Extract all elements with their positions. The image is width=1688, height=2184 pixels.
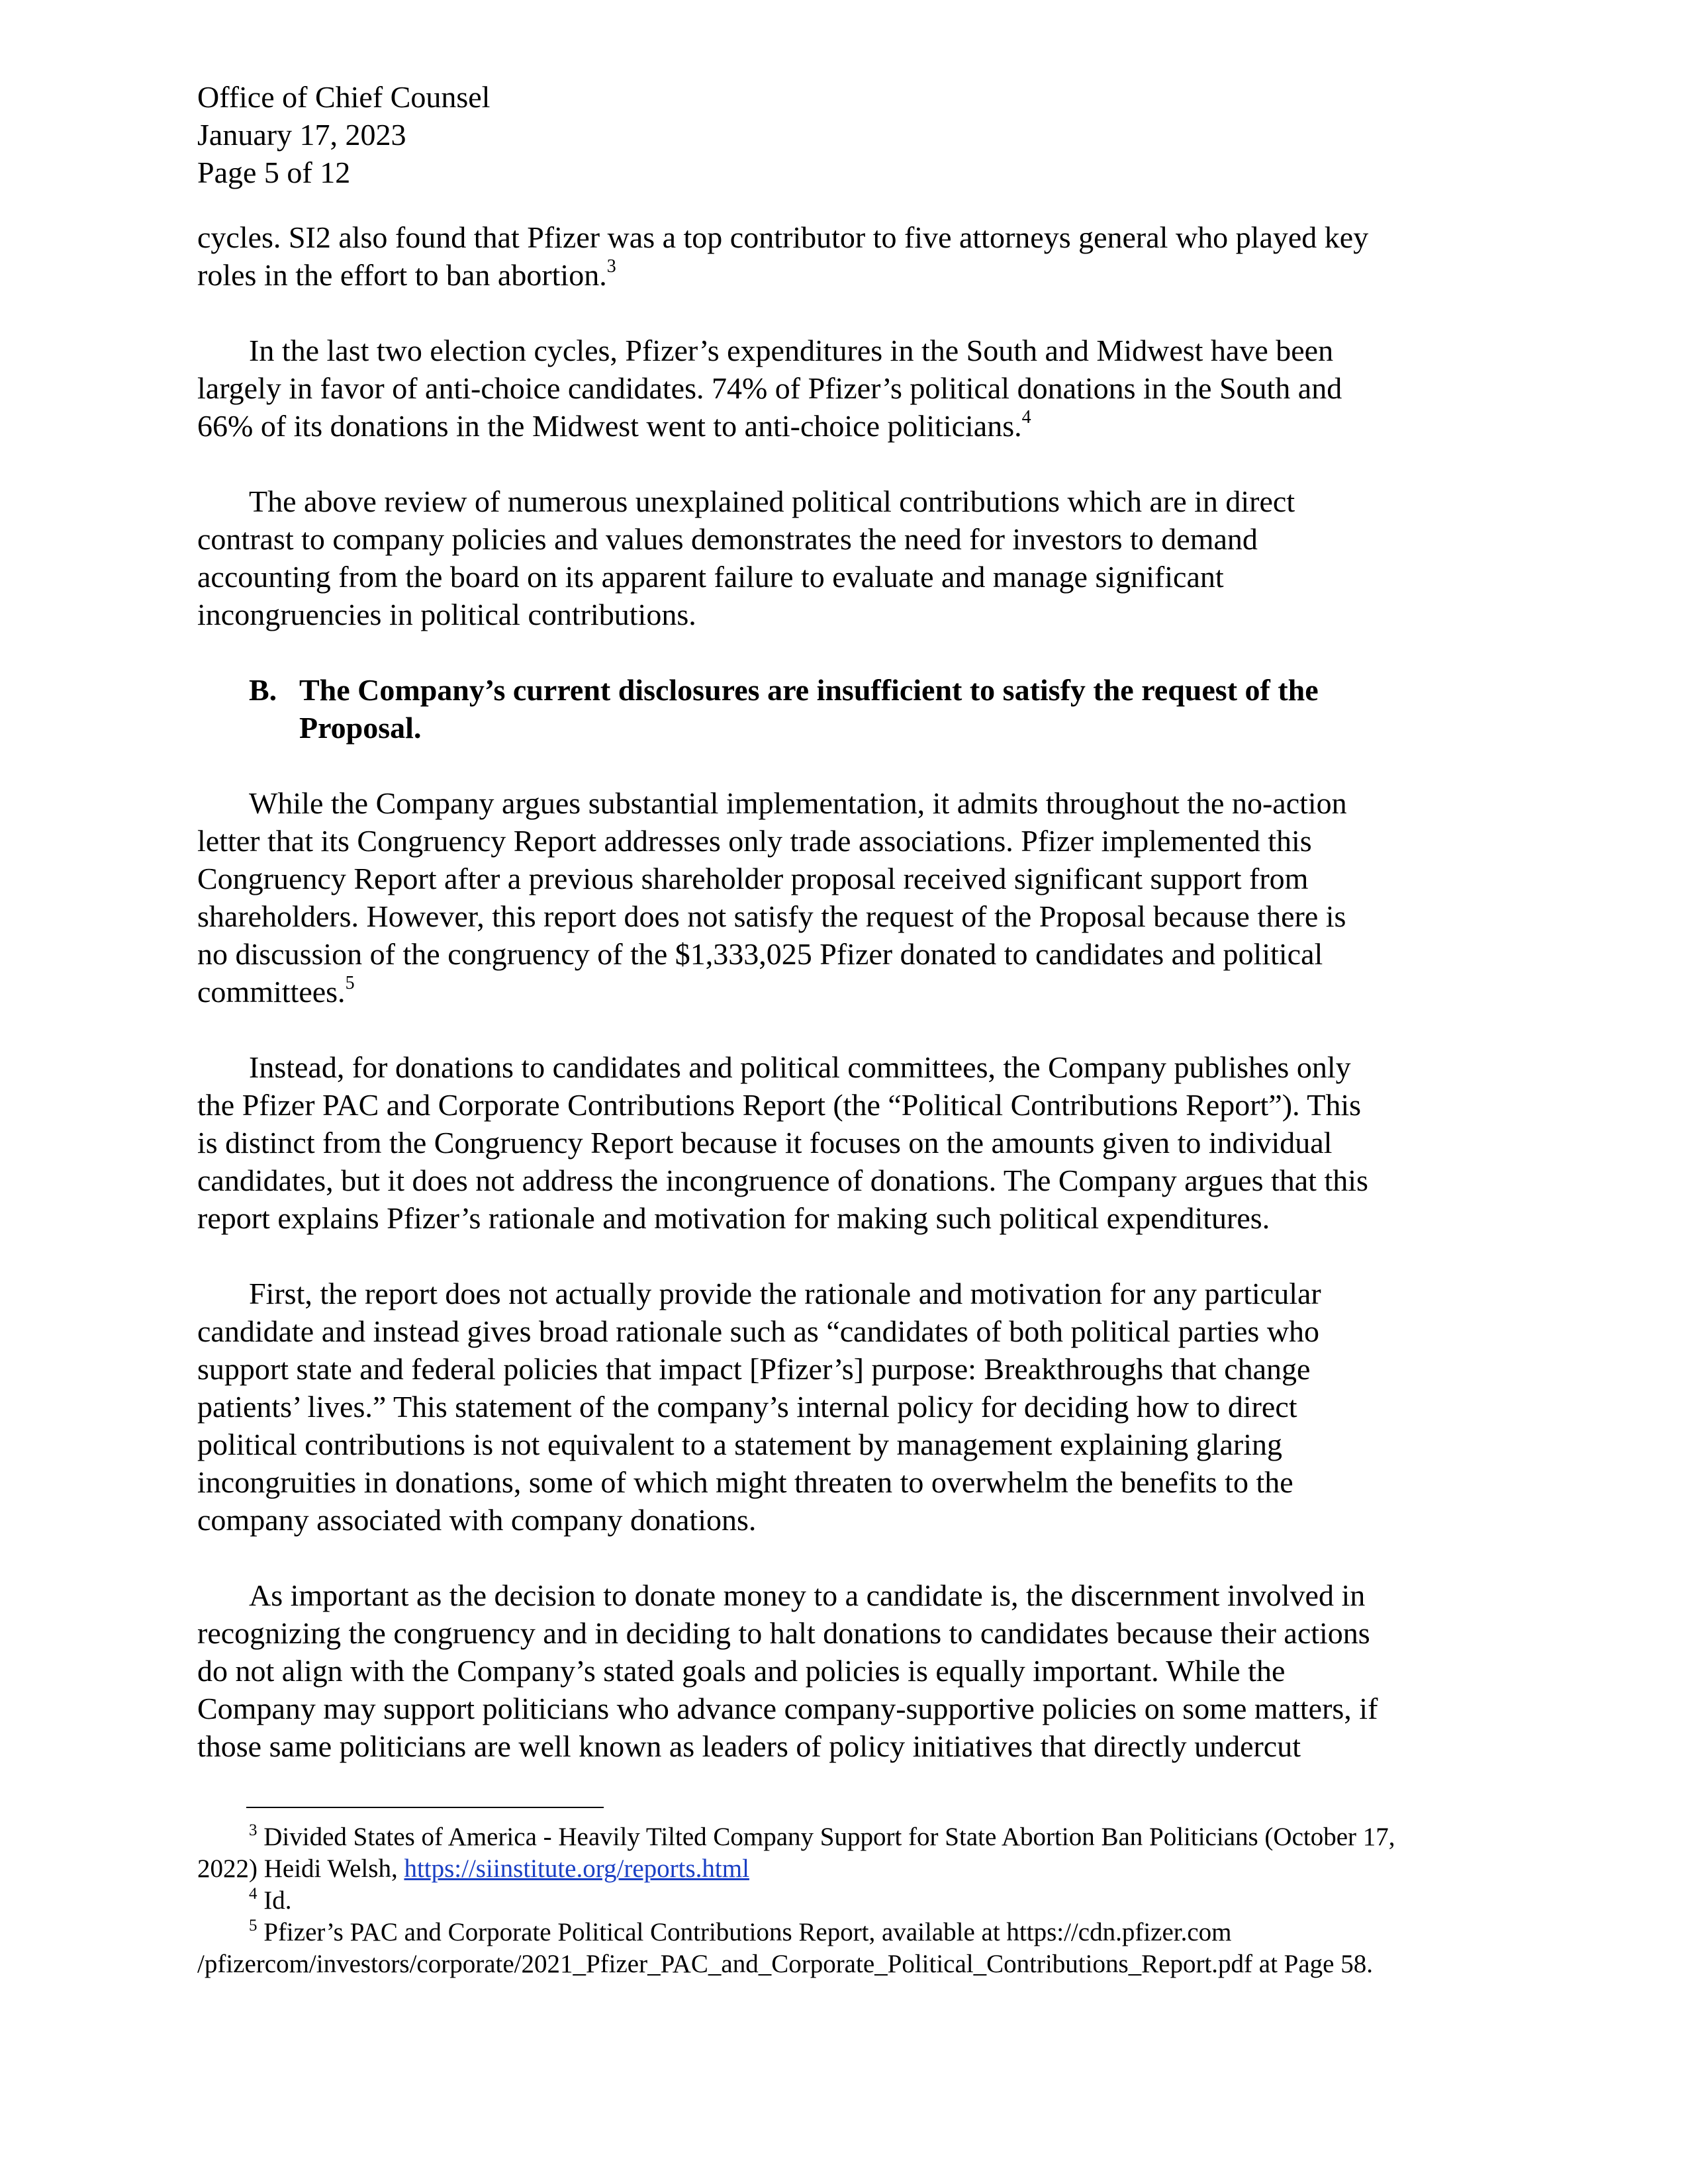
footnote-5-text: Pfizer’s PAC and Corporate Political Contributions Report, available at https://cdn.pfizer.com /pfizercom/investors/corporate/2021_Pfizer_PAC_and_Corporate_Political_Contributions_Report.pdf at Page 58. [197,1918,1373,1978]
paragraph-6: First, the report does not actually provide the rationale and motivation for any particular candidate and instead gives broad rationale such as “candidates of both political parties who support state and federal policies that impact [Pfizer’s] purpose: Breakthroughs that change patients’ lives.” This statement of the company’s internal policy for deciding how to direct political contributions is not equivalent to a statement by management explaining glaring incongruities in donations, some of which might threaten to overwhelm the benefits to the company associated with company donations. [197,1277,1321,1537]
footnote-3-text: Divided States of America - Heavily Tilted Company Support for State Abortion Ban Politicians (October 17, 2022) Heidi Welsh, [197,1823,1395,1883]
paragraph-7: As important as the decision to donate money to a candidate is, the discernment involved in recognizing the congruency and in deciding to halt donations to candidates because their actions do not align with the Company’s stated goals and policies is equally important. While the Company may support politicians who advance company-supportive policies on some matters, if those same politicians are well known as leaders of policy initiatives that directly undercut [197,1578,1378,1763]
paragraph-1-text: cycles. SI2 also found that Pfizer was a top contributor to five attorneys general who played key roles in the effort to ban abortion. [197,220,1369,292]
footnote-3 [197,1821,1495,1885]
footnote-4-number: 4 [249,1885,258,1903]
footnote-5-number: 5 [249,1917,258,1934]
paragraph-2 [197,332,1495,445]
section-heading-b [197,671,1495,747]
footnote-3-link[interactable]: https://siinstitute.org/reports.html [404,1854,749,1883]
paragraph-4 [197,784,1495,1011]
section-heading-label: B. [249,673,277,707]
paragraph-3: The above review of numerous unexplained political contributions which are in direct contrast to company policies and values demonstrates the need for investors to demand accounting from the board on its apparent failure to evaluate and manage significant incongruencies in political contributions. [197,484,1295,631]
section-heading-text: The Company’s current disclosures are insufficient to satisfy the request of the Proposal. [299,673,1319,745]
header-date: January 17, 2023 [197,118,406,152]
footnote-4-text: Id. [263,1886,292,1915]
footnote-3-number: 3 [249,1821,258,1839]
footnote-ref-4: 4 [1021,407,1031,428]
paragraph-4-text: While the Company argues substantial implementation, it admits throughout the no-action letter that its Congruency Report addresses only trade associations. Pfizer implemented this Congruency Report after a previous shareholder proposal received significant support from shareholders. However, this report does not satisfy the request of the Proposal because there is no discussion of the congruency of the $1,333,025 Pfizer donated to candidates and political committees. [197,786,1347,1009]
header-office: Office of Chief Counsel [197,80,491,114]
paragraph-1 [197,218,1495,294]
paragraph-5: Instead, for donations to candidates and political committees, the Company publishes only the Pfizer PAC and Corporate Contributions Report (the “Political Contributions Report”). This is distinct from the Congruency Report because it focuses on the amounts given to individual candidates, but it does not address the incongruence of donations. The Company argues that this report explains Pfizer’s rationale and motivation for making such political expenditures. [197,1050,1368,1235]
footnote-ref-3: 3 [606,256,616,277]
header-page-number: Page 5 of 12 [197,156,351,189]
footnote-ref-5: 5 [345,973,355,993]
letter-header [197,78,859,191]
footnote-4 [197,1885,1495,1917]
footnotes [197,1821,1495,1980]
footnote-separator [246,1807,604,1808]
paragraph-2-text: In the last two election cycles, Pfizer’s expenditures in the South and Midwest have been largely in favor of anti-choice candidates. 74% of Pfizer’s political donations in the South and 66% of its donations in the Midwest went to anti-choice politicians. [197,334,1342,443]
letter-body [197,218,1495,1803]
footnote-5 [197,1917,1495,1980]
